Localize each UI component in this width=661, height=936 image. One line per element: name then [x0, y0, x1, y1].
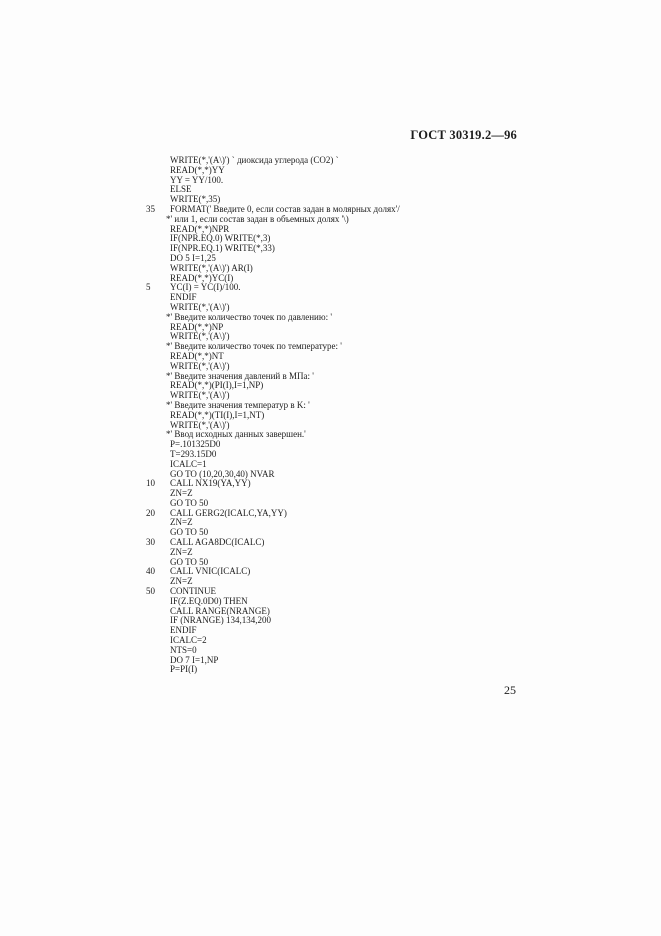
code-text: ZN=Z [170, 546, 193, 557]
code-text: *' Введите количество точек по давлению: ' [166, 311, 332, 322]
code-text: *' Ввод исходных данных завершен.' [166, 429, 306, 440]
code-line [0, 499, 661, 509]
code-text: CALL GERG2(ICALC,YA,YY) [170, 507, 287, 518]
code-line [0, 479, 661, 489]
code-text: CALL AGA8DC(ICALC) [170, 537, 265, 548]
code-line [0, 421, 661, 431]
code-text: WRITE(*,35) [170, 194, 221, 205]
code-line [0, 518, 661, 528]
code-text: ZN=Z [170, 488, 193, 499]
code-line [0, 597, 661, 607]
statement-label: 30 [146, 537, 155, 548]
code-text: IF (NRANGE) 134,134,200 [170, 615, 271, 626]
code-line [0, 616, 661, 626]
code-text: ELSE [170, 184, 192, 195]
statement-label: 5 [146, 282, 151, 293]
statement-label: 50 [146, 586, 155, 597]
code-text: *' или 1, если состав задан в объемных долях '\) [166, 213, 349, 224]
code-line [0, 185, 661, 195]
code-line [0, 587, 661, 597]
code-line [0, 225, 661, 235]
code-text: T=293.15D0 [170, 448, 217, 459]
code-line [0, 244, 661, 254]
code-line [0, 274, 661, 284]
code-line [0, 381, 661, 391]
code-text: READ(*,*)YY [170, 164, 225, 175]
code-text: READ(*,*)YC(I) [170, 272, 234, 283]
code-text: WRITE(*,'(A\)') [170, 301, 230, 312]
code-text: IF(Z.EQ.0D0) THEN [170, 595, 248, 606]
code-text: NTS=0 [170, 644, 197, 655]
code-text: GO TO 50 [170, 556, 209, 567]
code-text: GO TO (10,20,30,40) NVAR [170, 468, 275, 479]
code-text: ZN=Z [170, 576, 193, 587]
code-line [0, 234, 661, 244]
code-text: ICALC=1 [170, 458, 207, 469]
code-line [0, 176, 661, 186]
code-line [0, 362, 661, 372]
code-line [0, 215, 661, 225]
code-text: ENDIF [170, 292, 197, 303]
code-line [0, 509, 661, 519]
code-text: *' Введите количество точек по температуре: ' [166, 341, 342, 352]
code-text: ZN=Z [170, 517, 193, 528]
code-line [0, 342, 661, 352]
code-line [0, 636, 661, 646]
code-line [0, 656, 661, 666]
code-line [0, 352, 661, 362]
code-line [0, 254, 661, 264]
code-line [0, 460, 661, 470]
code-line [0, 323, 661, 333]
code-line [0, 293, 661, 303]
code-line [0, 470, 661, 480]
code-text: CALL VNIC(ICALC) [170, 566, 251, 577]
page-number: 25 [504, 683, 516, 697]
statement-label: 20 [146, 507, 155, 518]
code-line [0, 528, 661, 538]
code-text: CALL NX19(YA,YY) [170, 478, 251, 489]
code-text: IF(NPR.EQ.0) WRITE(*,3) [170, 233, 271, 244]
statement-label: 35 [146, 203, 155, 214]
code-text: FORMAT(' Введите 0, если состав задан в молярных долях'/ [170, 203, 400, 214]
code-line [0, 283, 661, 293]
code-text: WRITE(*,'(A\)') AR(I) [170, 262, 253, 273]
code-line [0, 440, 661, 450]
code-text: ICALC=2 [170, 635, 207, 646]
code-line [0, 646, 661, 656]
code-line [0, 558, 661, 568]
code-line [0, 626, 661, 636]
code-line [0, 401, 661, 411]
code-line [0, 313, 661, 323]
statement-label: 10 [146, 478, 155, 489]
code-line [0, 577, 661, 587]
code-line [0, 567, 661, 577]
code-text: GO TO 50 [170, 527, 209, 538]
code-text: READ(*,*)NPR [170, 223, 230, 234]
code-text: READ(*,*)(TI(I),I=1,NT) [170, 409, 265, 420]
statement-label: 40 [146, 566, 155, 577]
code-text: READ(*,*)(PI(I),I=1,NP) [170, 380, 264, 391]
code-line [0, 607, 661, 617]
code-text: DO 5 I=1,25 [170, 252, 216, 263]
code-text: IF(NPR.EQ.1) WRITE(*,33) [170, 243, 275, 254]
code-text: WRITE(*,'(A\)') ` диоксида углерода (CO2) ` [170, 155, 339, 165]
code-text: WRITE(*,'(A\)') [170, 390, 230, 401]
code-line [0, 538, 661, 548]
code-line [0, 264, 661, 274]
code-text: CALL RANGE(NRANGE) [170, 605, 270, 616]
code-line [0, 430, 661, 440]
code-line [0, 166, 661, 176]
code-text: *' Введите значения давлений в МПа: ' [166, 370, 314, 381]
code-line [0, 391, 661, 401]
code-text: READ(*,*)NP [170, 321, 224, 332]
code-text: CONTINUE [170, 586, 216, 597]
code-text: P=.101325D0 [170, 439, 221, 450]
code-text: GO TO 50 [170, 497, 209, 508]
code-text: DO 7 I=1,NP [170, 654, 219, 665]
code-line [0, 372, 661, 382]
code-line [0, 450, 661, 460]
code-text: WRITE(*,'(A\)') [170, 419, 230, 430]
code-text: YC(I) = YC(I)/100. [170, 282, 241, 293]
code-text: P=PI(I) [170, 664, 198, 675]
code-line [0, 411, 661, 421]
code-listing [0, 156, 661, 675]
code-text: WRITE(*,'(A\)') [170, 360, 230, 371]
code-line [0, 489, 661, 499]
code-text: YY = YY/100. [170, 174, 224, 185]
code-text: READ(*,*)NT [170, 350, 224, 361]
code-text: ENDIF [170, 625, 197, 636]
code-line [0, 665, 661, 675]
page-header: ГОСТ 30319.2—96 [410, 128, 517, 142]
code-text: *' Введите значения температур в K: ' [166, 399, 310, 410]
code-text: WRITE(*,'(A\)') [170, 331, 230, 342]
code-line [0, 548, 661, 558]
code-line [0, 156, 661, 166]
